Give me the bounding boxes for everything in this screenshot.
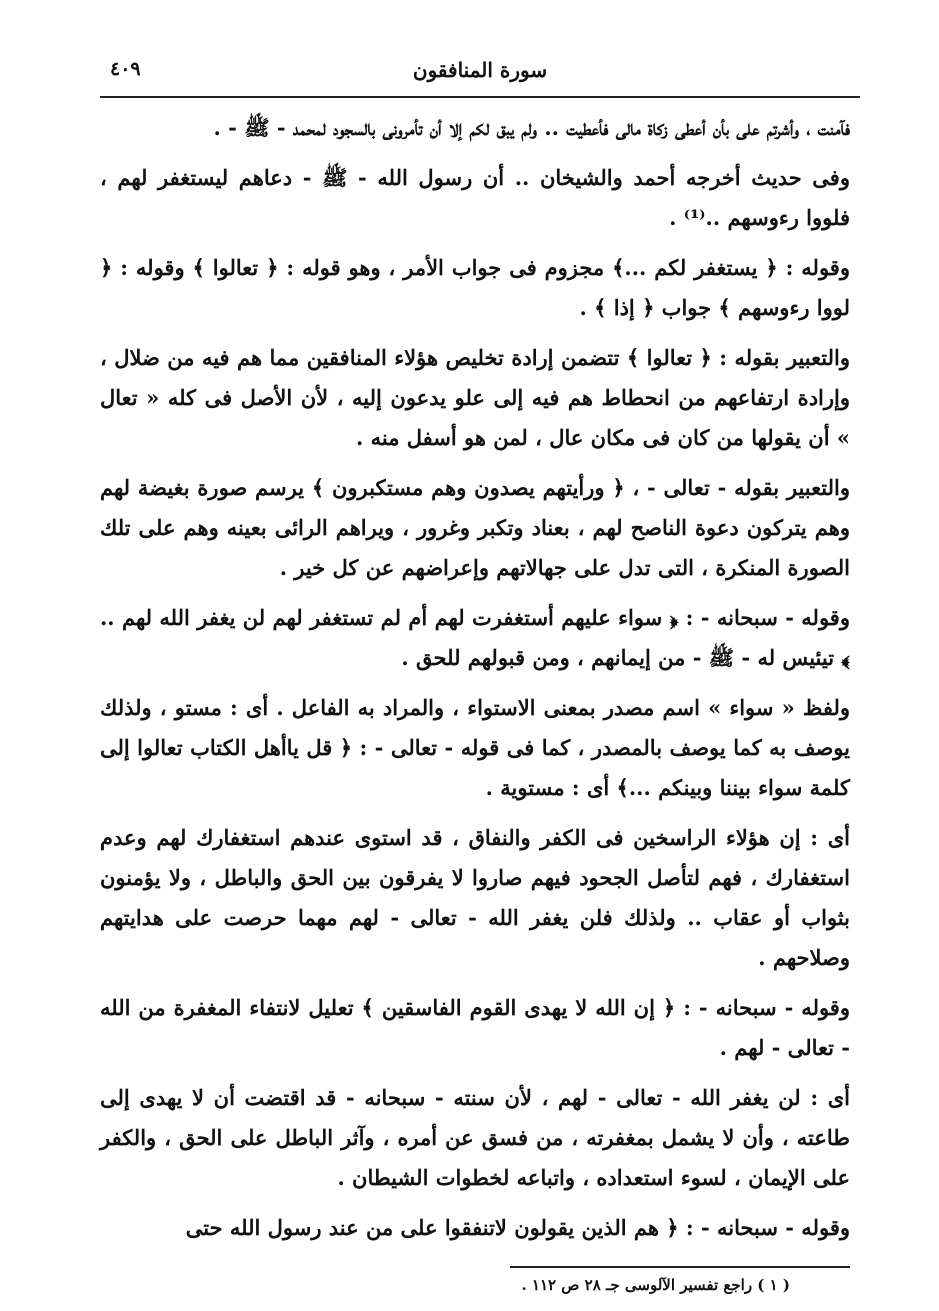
paragraph-4: والتعبير بقوله : ﴿ تعالوا ﴾ تتضمن إرادة تخليص هؤلاء المنافقين مما هم فيه من ضلال ، وإرادة ارتفاعهم من انحطاط هم فيه إلى علو يدعون إليه ، لأن الأصل فى كله « تعال » أن يقولها من كان فى مكان عال ، لمن هو أسفل منه . [100,345,850,450]
footnote-divider [510,1266,850,1268]
page-number: ٤٠٩ [110,58,141,80]
page-body [100,98,860,1294]
paragraph-9: وقوله - سبحانه - : ﴿ إن الله لا يهدى القوم الفاسقين ﴾ تعليل لانتفاء المغفرة من الله - تعالى - لهم . [100,995,850,1060]
paragraph-5: والتعبير بقوله - تعالى - ، ﴿ ورأيتهم يصدون وهم مستكبرون ﴾ يرسم صورة بغيضة لهم وهم يتركون دعوة الناصح لهم ، بعناد وتكبر وغرور ، ويراهم الرائى بعينه وهم على تلك الصورة المنكرة ، التى تدل على جهالاتهم وإعراضهم عن كل خير . [100,475,850,580]
book-page [100,52,860,1292]
page-header [100,52,860,98]
paragraph-6: وقوله - سبحانه - : ﴿ سواء عليهم أستغفرت لهم أم لم تستغفر لهم لن يغفر الله لهم .. ﴾ تيئيس له - ﷺ - من إيمانهم ، ومن قبولهم للحق . [100,605,850,670]
paragraph-1: فآمنت ، وأشرتم على بأن أعطى زكاة مالى فأعطيت .. ولم يبق لكم إلا أن تأمرونى بالسجود لمحمد - ﷺ - . [213,115,850,140]
paragraph-11: وقوله - سبحانه - : ﴿ هم الذين يقولون لاتنفقوا على من عند رسول الله حتى [185,1215,850,1240]
surah-title: سورة المنافقون [412,58,548,82]
paragraph-7: ولفظ « سواء » اسم مصدر بمعنى الاستواء ، والمراد به الفاعل . أى : مستو ، ولذلك يوصف به كما يوصف بالمصدر ، كما فى قوله - تعالى - : ﴿ قل ياأهل الكتاب تعالوا إلى كلمة سواء بيننا وبينكم ...﴾ أى : مستوية . [100,695,850,800]
paragraph-8: أى : إن هؤلاء الراسخين فى الكفر والنفاق ، قد استوى عندهم استغفارك لهم وعدم استغفارك ، فهم لتأصل الجحود فيهم صاروا لا يفرقون بين الحق والباطل ، ولا يؤمنون بثواب أو عقاب .. ولذلك فلن يغفر الله - تعالى - لهم مهما حرصت على هدايتهم وصلاحهم . [100,825,850,970]
paragraph-2: وفى حديث أخرجه أحمد والشيخان .. أن رسول الله - ﷺ - دعاهم ليستغفر لهم ، فلووا رءوسهم ..⁽¹⁾ . [100,165,850,230]
paragraph-10: أى : لن يغفر الله - تعالى - لهم ، لأن سنته - سبحانه - قد اقتضت أن لا يهدى إلى طاعته ، وأن لا يشمل بمغفرته ، من فسق عن أمره ، وآثر الباطل على الحق ، والكفر على الإيمان ، لسوء استعداده ، واتباعه لخطوات الشيطان . [100,1085,850,1190]
paragraph-3: وقوله : ﴿ يستغفر لكم ...﴾ مجزوم فى جواب الأمر ، وهو قوله : ﴿ تعالوا ﴾ وقوله : ﴿ لووا رءوسهم ﴾ جواب ﴿ إذا ﴾ . [100,255,850,320]
footnote: ( ١ ) راجع تفسير الآلوسى جـ ٢٨ ص ١١٢ . [521,1276,790,1294]
